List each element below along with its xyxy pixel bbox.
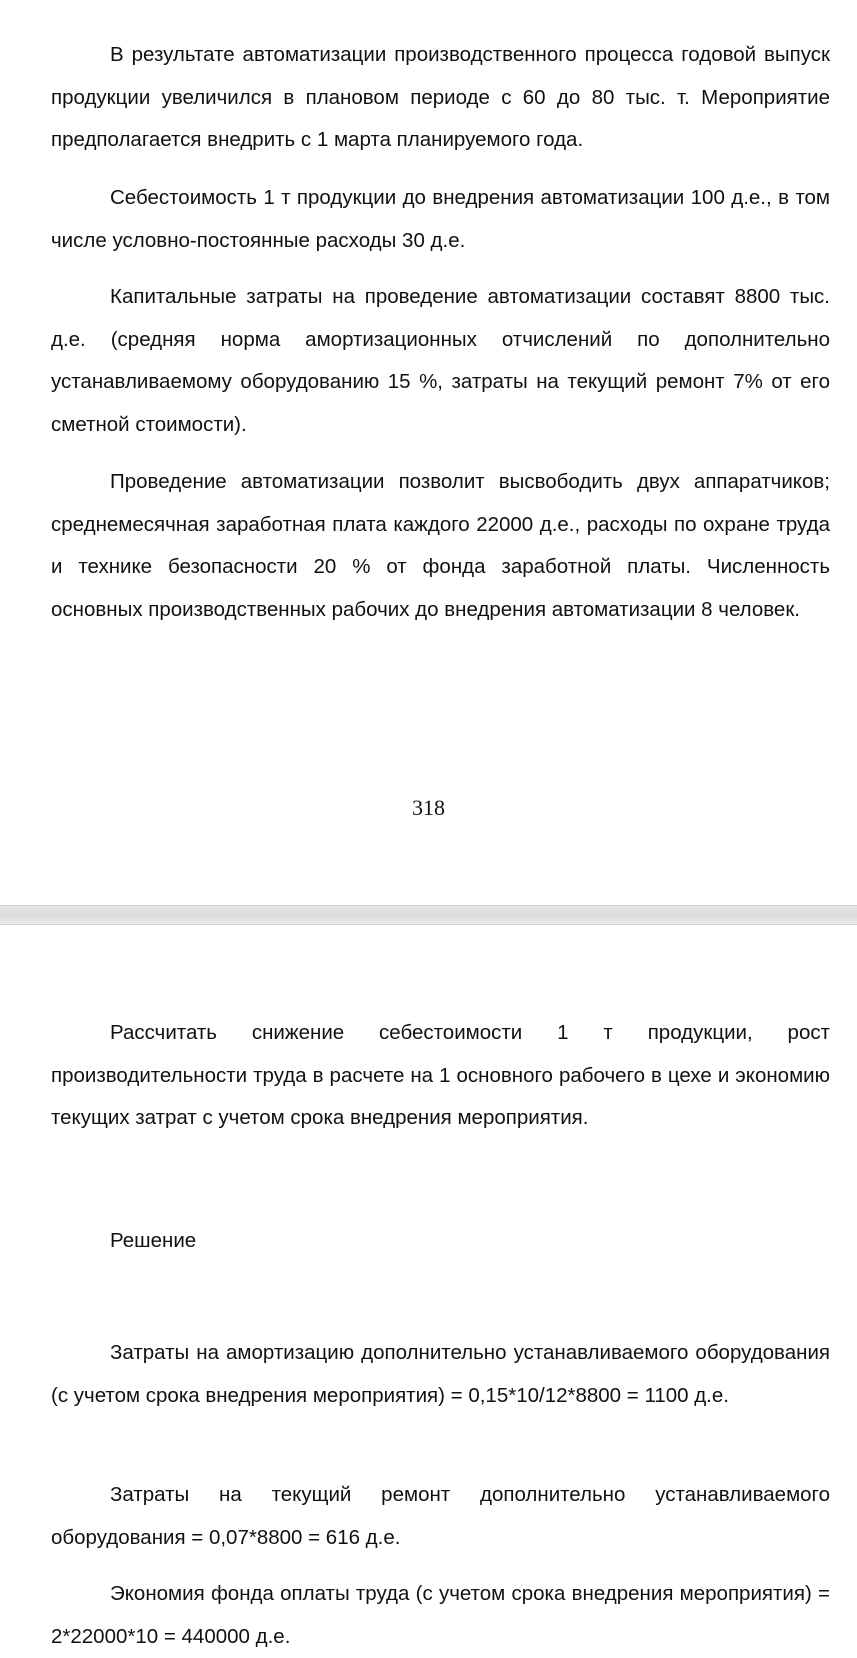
page-separator bbox=[0, 905, 857, 925]
heading-text: Решение bbox=[110, 1229, 197, 1252]
paragraph-text: Рассчитать снижение себестоимости 1 т продукции, рост производительности труда в расчете на 1 основного рабочего в цехе и экономию текущих затрат с учетом срока внедрения мероприятия. bbox=[51, 1021, 830, 1129]
paragraph-production-increase bbox=[51, 34, 830, 162]
paragraph-text: Экономия фонда оплаты труда (с учетом срока внедрения мероприятия) = 2*22000*10 = 440000 д.е. bbox=[51, 1582, 830, 1648]
paragraph-text: Затраты на амортизацию дополнительно устанавливаемого оборудования (с учетом срока внедрения мероприятия) = 0,15*10/12*8800 = 1100 д.е. bbox=[51, 1341, 830, 1407]
solution-heading bbox=[51, 1220, 830, 1263]
paragraph-step-repair bbox=[51, 1474, 830, 1559]
paragraph-step-payroll-savings bbox=[51, 1573, 830, 1658]
paragraph-capital-costs bbox=[51, 276, 830, 446]
paragraph-step-depreciation bbox=[51, 1332, 830, 1417]
paragraph-unit-cost bbox=[51, 177, 830, 262]
paragraph-text: Затраты на текущий ремонт дополнительно устанавливаемого оборудования = 0,07*8800 = 616 д.е. bbox=[51, 1483, 830, 1549]
paragraph-text: Проведение автоматизации позволит высвободить двух аппаратчиков; среднемесячная заработная плата каждого 22000 д.е., расходы по охране труда и технике безопасности 20 % от фонда заработной платы. Численность основных производственных рабочих до внедрения автоматизации 8 человек. bbox=[51, 470, 830, 621]
paragraph-text: Капитальные затраты на проведение автоматизации составят 8800 тыс. д.е. (средняя норма амортизационных отчислений по дополнительно устанавливаемому оборудованию 15 %, затраты на текущий ремонт 7% от его сметной стоимости). bbox=[51, 285, 830, 436]
paragraph-task bbox=[51, 1012, 830, 1140]
paragraph-text: Себестоимость 1 т продукции до внедрения автоматизации 100 д.е., в том числе условно-постоянные расходы 30 д.е. bbox=[51, 186, 830, 252]
paragraph-text: В результате автоматизации производственного процесса годовой выпуск продукции увеличился в плановом периоде с 60 до 80 тыс. т. Мероприятие предполагается внедрить с 1 марта планируемого года. bbox=[51, 43, 830, 151]
paragraph-workers-release bbox=[51, 461, 830, 631]
page-number: 318 bbox=[412, 795, 445, 820]
